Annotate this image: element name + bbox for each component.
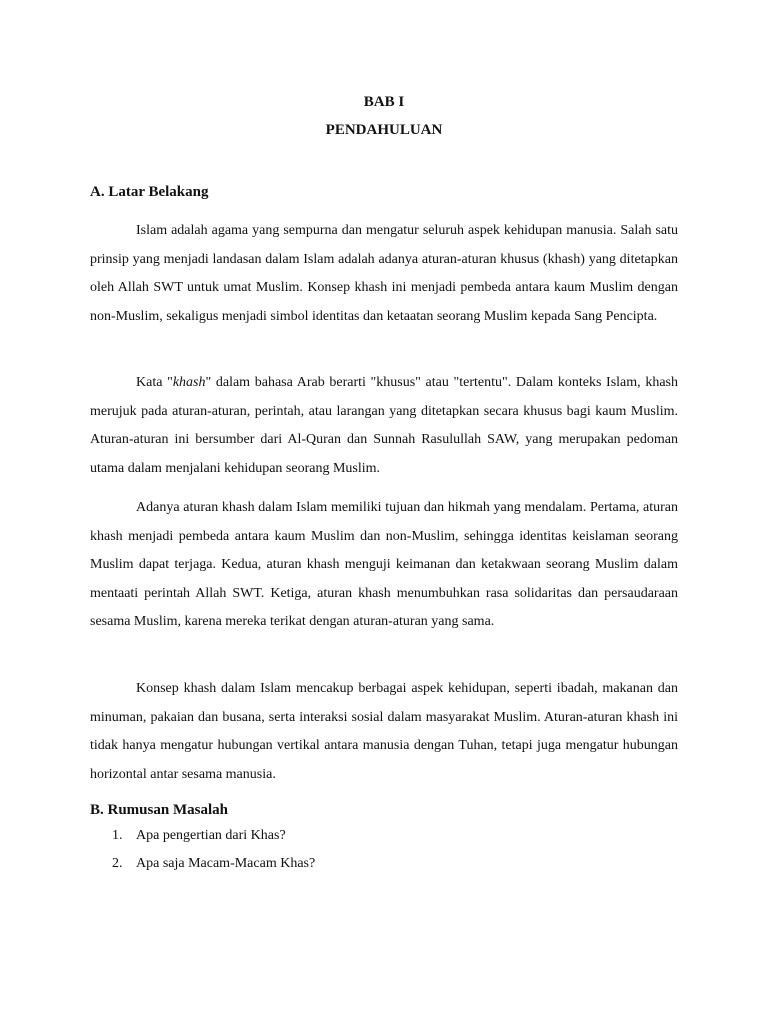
- paragraph-2-suffix: " dalam bahasa Arab berarti "khusus" atau "tertentu". Dalam konteks Islam, khash merujuk pada aturan-aturan, perintah, atau larangan yang ditetapkan secara khusus bagi kaum Muslim. Aturan-aturan ini bersumber dari Al-Quran dan Sunnah Rasulullah SAW, yang merupakan pedoman utama dalam menjalani kehidupan seorang Muslim.: [90, 375, 678, 476]
- list-item: [90, 822, 315, 850]
- paragraph-1: Islam adalah agama yang sempurna dan mengatur seluruh aspek kehidupan manusia. Salah satu prinsip yang menjadi landasan dalam Islam adalah adanya aturan-aturan khusus (khash) yang ditetapkan oleh Allah SWT untuk umat Muslim. Konsep khash ini menjadi pembeda antara kaum Muslim dengan non-Muslim, sekaligus menjadi simbol identitas dan ketaatan seorang Muslim kepada Sang Pencipta.: [90, 223, 678, 324]
- chapter-label: BAB I: [363, 94, 405, 110]
- paragraph-4: Konsep khash dalam Islam mencakup berbagai aspek kehidupan, seperti ibadah, makanan dan minuman, pakaian dan busana, serta interaksi sosial dalam masyarakat Muslim. Aturan-aturan khash ini tidak hanya mengatur hubungan vertikal antara manusia dengan Tuhan, tetapi juga mengatur hubungan horizontal antar sesama manusia.: [90, 681, 678, 782]
- section-heading-latar-belakang: A. Latar Belakang: [90, 184, 209, 200]
- list-item-text: Apa saja Macam-Macam Khas?: [136, 856, 316, 871]
- list-item-number: 2.: [112, 856, 123, 871]
- section-heading-rumusan-masalah: B. Rumusan Masalah: [90, 802, 228, 818]
- paragraph-3: Adanya aturan khash dalam Islam memiliki tujuan dan hikmah yang mendalam. Pertama, aturan khash menjadi pembeda antara kaum Muslim dan non-Muslim, sehingga identitas keislaman seorang Muslim dapat terjaga. Kedua, aturan khash menguji keimanan dan ketakwaan seorang Muslim dalam mentaati perintah Allah SWT. Ketiga, aturan khash menumbuhkan rasa solidaritas dan persaudaraan sesama Muslim, karena mereka terikat dengan aturan-aturan yang sama.: [90, 500, 678, 630]
- list-item: [90, 850, 315, 878]
- chapter-title: PENDAHULUAN: [325, 122, 443, 138]
- paragraph-2-italic-term: khash: [172, 375, 206, 390]
- paragraph-2: [90, 369, 678, 483]
- list-item-number: 1.: [112, 828, 123, 843]
- list-item-text: Apa pengertian dari Khas?: [136, 828, 286, 843]
- paragraph-2-prefix: Kata ": [136, 375, 173, 390]
- problem-list: [90, 822, 315, 878]
